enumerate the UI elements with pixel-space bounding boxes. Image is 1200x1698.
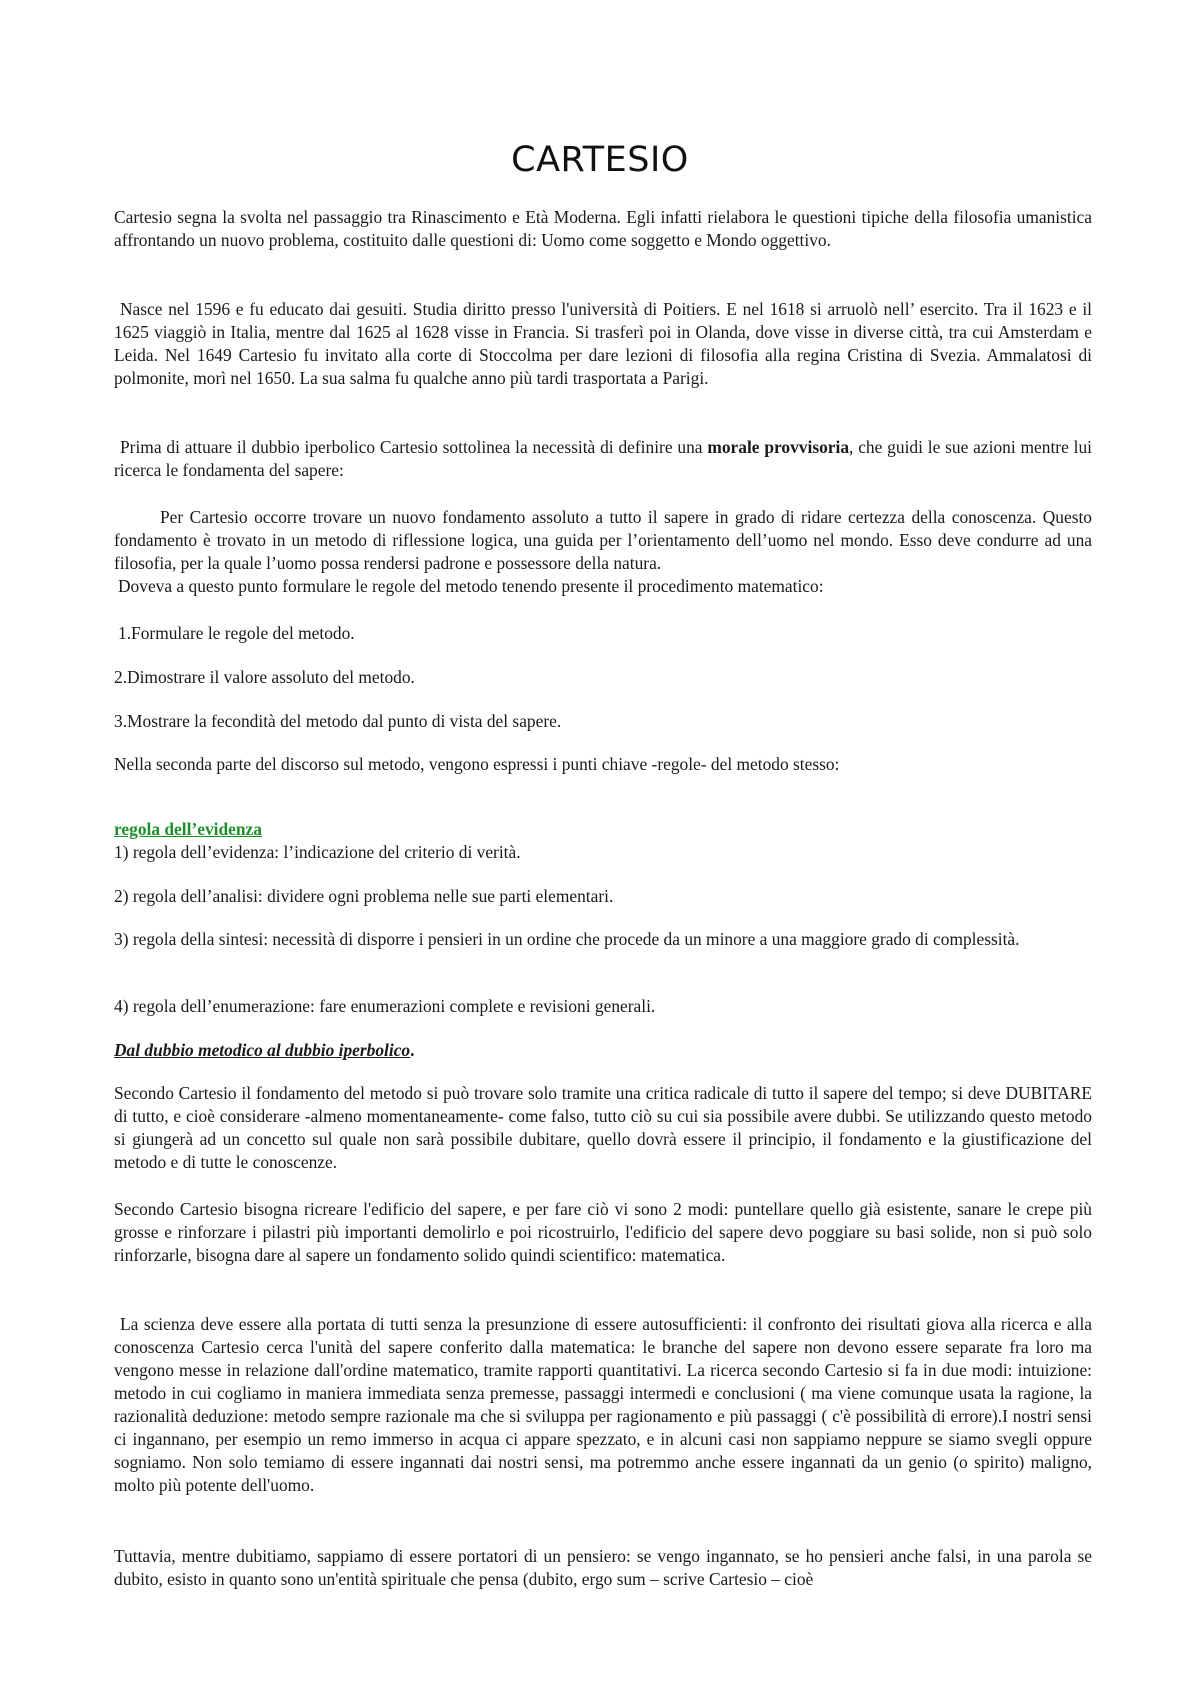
bold-term: morale provvisoria (707, 437, 850, 457)
rule-item: 4) regola dell’enumerazione: fare enumerazioni complete e revisioni generali. (114, 996, 656, 1016)
heading-text: Dal dubbio metodico al dubbio iperbolico (114, 1040, 411, 1060)
paragraph-intro: Cartesio segna la svolta nel passaggio tra Rinascimento e Età Moderna. Egli infatti rielabora le questioni tipiche della filosofia umanistica affrontando un nuovo problema, costituito dalle questioni di: Uomo come soggetto e Mondo oggettivo. (114, 207, 1092, 250)
paragraph-method-rules: Doveva a questo punto formulare le regole del metodo tenendo presente il procedimento matematico: (118, 576, 824, 596)
list-item: 2.Dimostrare il valore assoluto del metodo. (114, 667, 415, 687)
paragraph-building: Secondo Cartesio bisogna ricreare l'edificio del sapere, e per fare ciò vi sono 2 modi: puntellare quello già esistente, sanare le crepe più grosse e rinforzare i pilastri più importanti demolirlo e poi ricostruirlo, l'edificio del sapere devo poggiare su basi solide, non si può solo rinforzarle, bisogna dare al sapere un fondamento solido quindi scientifico: matematica. (114, 1199, 1092, 1265)
list-item: 1.Formulare le regole del metodo. (118, 623, 355, 643)
paragraph-science: La scienza deve essere alla portata di tutti senza la presunzione di essere autosufficienti: il confronto dei risultati giova alla ricerca e alla conoscenza Cartesio cerca l'unità del sapere conferito dalla matematica: le branche del sapere non devono essere separate fra loro ma vengono messe in relazione dall'ordine matematico, tramite rapporti quantitativi. La ricerca secondo Cartesio si fa in due modi: intuizione: metodo in cui cogliamo in maniera immediata senza premesse, passaggi intermedi e conclusioni ( ma viene comunque usata la ragione, la razionalità deduzione: metodo sempre razionale ma che si sviluppa per ragionamento e più passaggi ( c'è possibilità di errore).I nostri sensi ci ingannano, per esempio un remo immerso in acqua ci appare spezzato, e in alcuni casi non sappiamo neppure se siamo svegli oppure sogniamo. Non solo temiamo di essere ingannati dai nostri sensi, ma potremmo anche essere ingannati da un genio (o spirito) maligno, molto più potente dell'uomo. (114, 1314, 1092, 1495)
document-title: CARTESIO (511, 140, 689, 180)
paragraph-critique: Secondo Cartesio il fondamento del metodo si può trovare solo tramite una critica radicale di tutto il sapere del tempo; si deve DUBITARE di tutto, e cioè considerare -almeno momentaneamente- come falso, tutto ciò su cui sia possibile avere dubbi. Se utilizzando questo metodo si giungerà ad un concetto sul quale non sarà possibile dubitare, quello dovrà essere il principio, il fondamento e la giustificazione del metodo e di tutte le conoscenze. (114, 1083, 1092, 1172)
paragraph-text: , che guidi le sue azioni mentre lui ricerca le fondamenta del sapere: (114, 437, 1092, 480)
rule-item: 1) regola dell’evidenza: l’indicazione del criterio di verità. (114, 842, 521, 862)
paragraph-foundation: Per Cartesio occorre trovare un nuovo fondamento assoluto a tutto il sapere in grado di ridare certezza della conoscenza. Questo fondamento è trovato in un metodo di riflessione logica, una guida per l’orientamento dell’uomo nel mondo. Esso deve condurre ad una filosofia, per la quale l’uomo possa rendersi padrone e possessore della natura. (114, 507, 1092, 573)
heading-period: . (410, 1040, 415, 1060)
heading-doubt (114, 1039, 1092, 1062)
paragraph-provisional-morality (114, 436, 1092, 482)
rule-item: 3) regola della sintesi: necessità di disporre i pensieri in un ordine che procede da un minore a una maggiore grado di complessità. (114, 929, 1020, 949)
heading-evidence-rule (114, 818, 1092, 841)
paragraph-biography: Nasce nel 1596 e fu educato dai gesuiti. Studia diritto presso l'università di Poitiers. E nel 1618 si arruolò nell’ esercito. Tra il 1623 e il 1625 viaggiò in Italia, mentre dal 1625 al 1628 visse in Francia. Si trasferì poi in Olanda, dove visse in diverse città, tra cui Amsterdam e Leida. Nel 1649 Cartesio fu invitato alla corte di Stoccolma per dare lezioni di filosofia alla regina Cristina di Svezia. Ammalatosi di polmonite, morì nel 1650. La sua salma fu qualche anno più tardi trasportata a Parigi. (114, 299, 1092, 388)
heading-text: regola dell’evidenza (114, 819, 262, 839)
rule-item: 2) regola dell’analisi: dividere ogni problema nelle sue parti elementari. (114, 886, 614, 906)
paragraph-cogito: Tuttavia, mentre dubitiamo, sappiamo di essere portatori di un pensiero: se vengo ingannato, se ho pensieri anche falsi, in una parola se dubito, esisto in quanto sono un'entità spirituale che pensa (dubito, ergo sum – scrive Cartesio – cioè (114, 1546, 1092, 1589)
list-item: 3.Mostrare la fecondità del metodo dal punto di vista del sapere. (114, 711, 562, 731)
paragraph-text: Prima di attuare il dubbio iperbolico Cartesio sottolinea la necessità di definire una (120, 437, 708, 457)
paragraph-key-points: Nella seconda parte del discorso sul metodo, vengono espressi i punti chiave -regole- del metodo stesso: (114, 754, 840, 774)
